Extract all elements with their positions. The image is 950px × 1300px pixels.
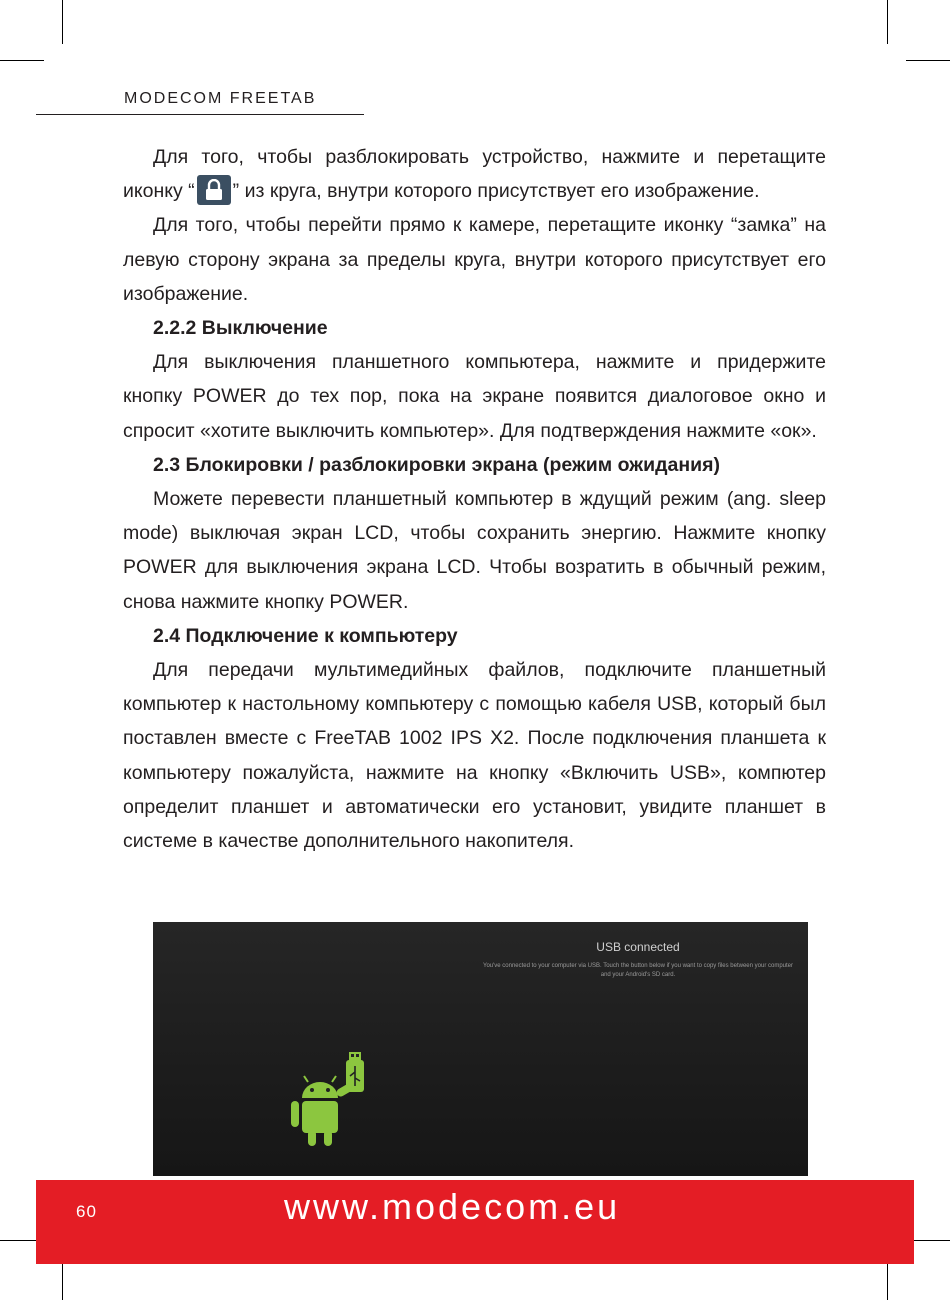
website-url: www.modecom.eu <box>284 1186 621 1227</box>
crop-mark <box>62 0 63 44</box>
paragraph-unlock <box>123 140 826 208</box>
paragraph-camera: Для того, чтобы перейти прямо к камере, перетащите иконку “замка” на левую сторону экрана за пределы круга, внутри которого присутствует его изображение. <box>123 214 826 305</box>
text-segment: ” из круга, внутри которого присутствует его изображение. <box>232 180 760 203</box>
page-content <box>123 140 826 858</box>
paragraph-usb: Для передачи мультимедийных файлов, подключите планшетный компьютер к настольному компьютеру с помощью кабеля USB, который был поставлен вместе с FreeTAB 1002 IPS X2. После подключения планшета к компьютеру пожалуйста, нажмите на кнопку «Включить USB», компютер определит планшет и автоматически его установит, увидите планшет в системе в качестве дополнительного накопителя. <box>123 659 826 853</box>
usb-title: USB connected <box>596 940 680 954</box>
header-title: MODECOM FREETAB <box>124 90 317 107</box>
section-heading: 2.3 Блокировки / разблокировки экрана (режим ожидания) <box>153 453 720 476</box>
text-segment: Для того, чтобы разблокировать устройство, нажмите и перетащите иконку “ <box>123 146 826 203</box>
footer-bar <box>36 1180 914 1264</box>
crop-mark <box>887 0 888 44</box>
section-heading: 2.2.2 Выключение <box>153 317 328 340</box>
paragraph-shutdown: Для выключения планшетного компьютера, нажмите и придержите кнопку POWER до тех пор, пока на экране появится диалоговое окно и спросит «хотите выключить компьютер». Для подтверждения нажмите «ок». <box>123 351 826 442</box>
usb-description: You've connected to your computer via USB. Touch the button below if you want to copy files between your computer and your Android's SD card. <box>483 963 793 978</box>
usb-connected-screenshot <box>153 922 808 1176</box>
section-heading: 2.4 Подключение к компьютеру <box>153 624 458 647</box>
header-rule <box>36 114 364 115</box>
crop-mark <box>906 60 950 61</box>
lock-icon <box>197 175 231 205</box>
page-number: 60 <box>76 1202 97 1221</box>
android-usb-icon <box>288 1050 368 1150</box>
crop-mark <box>0 60 44 61</box>
paragraph-sleep: Можете перевести планшетный компьютер в ждущий режим (ang. sleep mode) выключая экран LCD, чтобы сохранить энергию. Нажмите кнопку POWER для выключения экрана LCD. Чтобы возратить в обычный режим, снова нажмите кнопку POWER. <box>123 488 826 613</box>
